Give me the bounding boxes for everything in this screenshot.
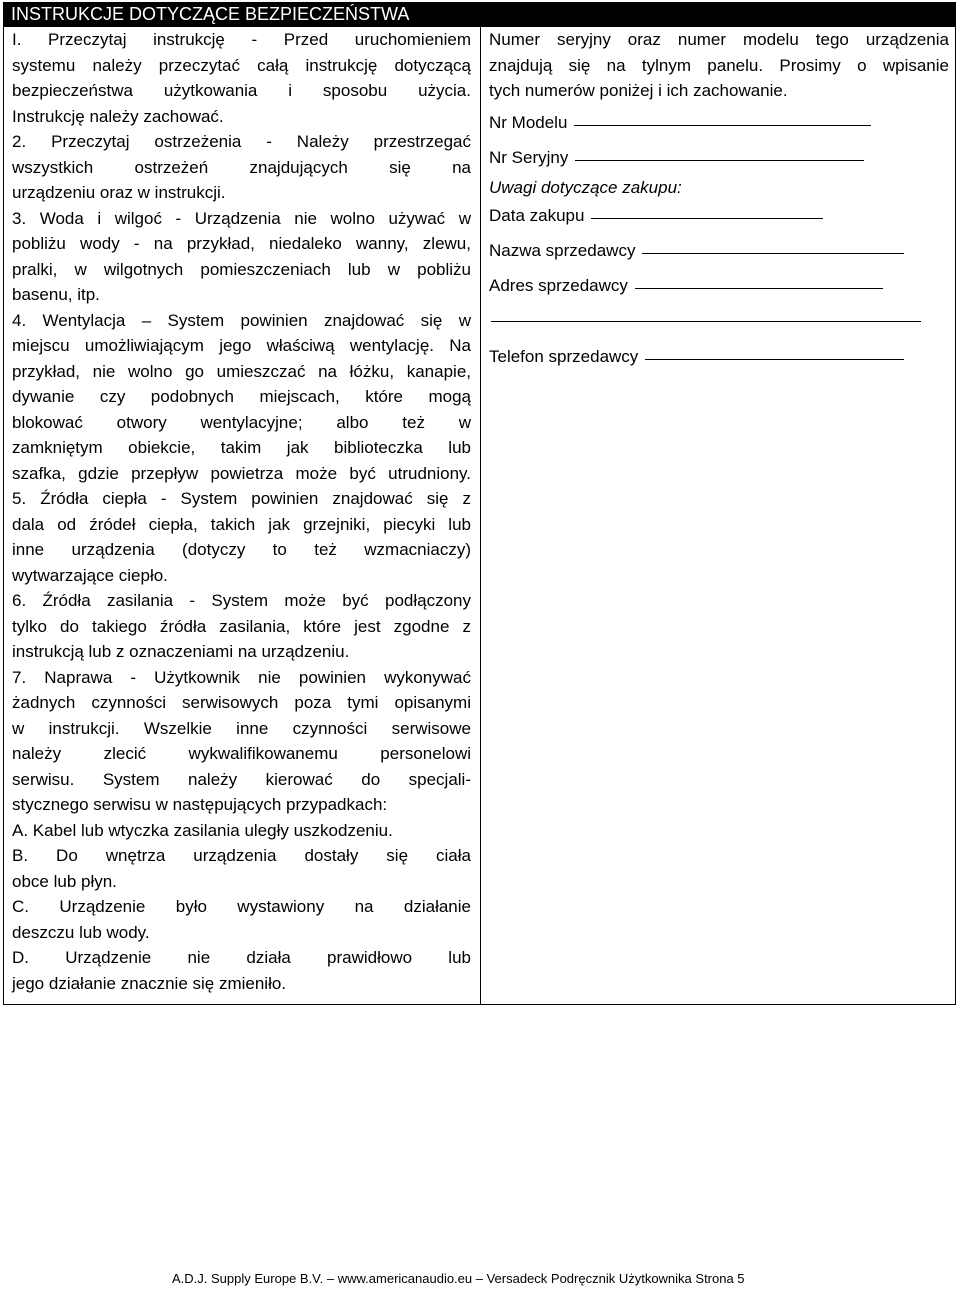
purchase-date-label: Data zakupu — [489, 206, 585, 225]
model-number-label: Nr Modelu — [489, 113, 568, 132]
text-line: tych numerów poniżej i ich zachowanie. — [489, 81, 788, 100]
dealer-name-field[interactable] — [489, 239, 904, 263]
model-number-line — [574, 111, 871, 126]
text-line: deszczu lub wody. — [12, 922, 150, 942]
text-line: stycznego serwisu w następujących przypadkach: — [12, 795, 388, 814]
dealer-name-line — [642, 239, 904, 254]
purchase-date-line — [591, 204, 823, 219]
text-line: żadnych czynności serwisowych poza tymi opisanymi — [12, 693, 471, 712]
dealer-phone-label: Telefon sprzedawcy — [489, 347, 639, 366]
dealer-address-field[interactable] — [489, 274, 883, 298]
text-line: basenu, itp. — [12, 285, 100, 304]
safety-instructions-column — [12, 27, 471, 996]
dealer-phone-field[interactable] — [489, 345, 904, 369]
text-line: należy zlecić wykwalifikowanemu personelowi — [12, 744, 471, 763]
serial-number-field[interactable] — [489, 146, 864, 170]
text-line: jego działanie znacznie się zmieniło. — [12, 973, 287, 993]
dealer-address-label: Adres sprzedawcy — [489, 276, 628, 295]
text-line: przykład, nie wolno go umieszczać na łóżku, kanapie, — [12, 361, 471, 381]
text-line: serwisu. System należy kierować do specjali- — [12, 769, 471, 789]
text-line: systemu należy przeczytać całą instrukcję dotyczącą — [12, 55, 471, 75]
purchase-notes-heading: Uwagi dotyczące zakupu: — [489, 178, 682, 197]
footer-text: A.D.J. Supply Europe B.V. – www.americanaudio.eu – Versadeck Podręcznik Użytkownika Strona 5 — [172, 1271, 745, 1286]
text-line: szafka, gdzie przepływ powietrza może być utrudniony. — [12, 463, 471, 483]
text-line: instrukcją lub z oznaczeniami na urządzeniu. — [12, 642, 350, 661]
text-line: zamkniętym obiekcie, takim jak biblioteczka lub — [12, 438, 471, 457]
text-line: bezpieczeństwa użytkowania i sposobu użycia. — [12, 81, 471, 100]
text-line: 6. Źródła zasilania - System może być podłączony — [12, 591, 471, 610]
text-line: wytwarzające ciepło. — [12, 565, 168, 585]
text-line: urządzeniu oraz w instrukcji. — [12, 183, 226, 202]
serial-number-label: Nr Seryjny — [489, 148, 569, 167]
text-line: B. Do wnętrza urządzenia dostały się ciała — [12, 846, 471, 865]
dealer-address-line — [635, 274, 883, 289]
text-line: tylko do takiego źródła zasilania, które jest zgodne z — [12, 616, 471, 636]
text-line: inne urządzenia (dotyczy to też wzmacniaczy) — [12, 540, 471, 559]
text-line: A. Kabel lub wtyczka zasilania uległy uszkodzeniu. — [12, 820, 393, 840]
column-divider — [480, 27, 481, 1005]
section-header — [3, 2, 956, 27]
text-line: blokować otwory wentylacyjne; albo też w — [12, 412, 471, 432]
text-line: 7. Naprawa - Użytkownik nie powinien wykonywać — [12, 667, 471, 687]
text-line: 3. Woda i wilgoć - Urządzenia nie wolno używać w — [12, 208, 471, 228]
model-number-field[interactable] — [489, 111, 871, 135]
dealer-name-label: Nazwa sprzedawcy — [489, 241, 636, 260]
registration-column — [489, 27, 949, 366]
purchase-date-field[interactable] — [489, 204, 823, 228]
serial-info-paragraph — [489, 27, 949, 104]
text-line: Numer seryjny oraz numer modelu tego urządzenia — [489, 30, 949, 49]
text-line: pobliżu wody - na przykład, niedaleko wanny, zlewu, — [12, 234, 471, 253]
text-line: znajdują się na tylnym panelu. Prosimy o wpisanie — [489, 55, 949, 75]
dealer-phone-line — [645, 345, 904, 360]
text-line: wszystkich ostrzeżeń znajdujących się na — [12, 157, 471, 177]
text-line: obce lub płyn. — [12, 871, 117, 891]
dealer-address-extra-field[interactable] — [489, 307, 921, 331]
dealer-address-extra-line — [491, 307, 921, 322]
text-line: 5. Źródła ciepła - System powinien znajdować się z — [12, 489, 471, 508]
text-line: 2. Przeczytaj ostrzeżenia - Należy przestrzegać — [12, 132, 471, 151]
text-line: D. Urządzenie nie działa prawidłowo lub — [12, 948, 471, 967]
text-line: C. Urządzenie było wystawiony na działanie — [12, 897, 471, 916]
text-line: miejscu umożliwiającym jego właściwą wentylację. Na — [12, 336, 471, 355]
text-line: Instrukcję należy zachować. — [12, 106, 224, 126]
text-line: dala od źródeł ciepła, takich jak grzejniki, piecyki lub — [12, 514, 471, 534]
text-line: I. Przeczytaj instrukcję - Przed uruchomieniem — [12, 30, 471, 49]
serial-number-line — [575, 146, 864, 161]
text-line: pralki, w wilgotnych pomieszczeniach lub w pobliżu — [12, 259, 471, 279]
text-line: w instrukcji. Wszelkie inne czynności serwisowe — [12, 718, 471, 738]
text-line: 4. Wentylacja – System powinien znajdować się w — [12, 310, 471, 330]
text-line: dywanie czy podobnych miejscach, które mogą — [12, 387, 471, 406]
section-title: INSTRUKCJE DOTYCZĄCE BEZPIECZEŃSTWA — [11, 4, 410, 24]
